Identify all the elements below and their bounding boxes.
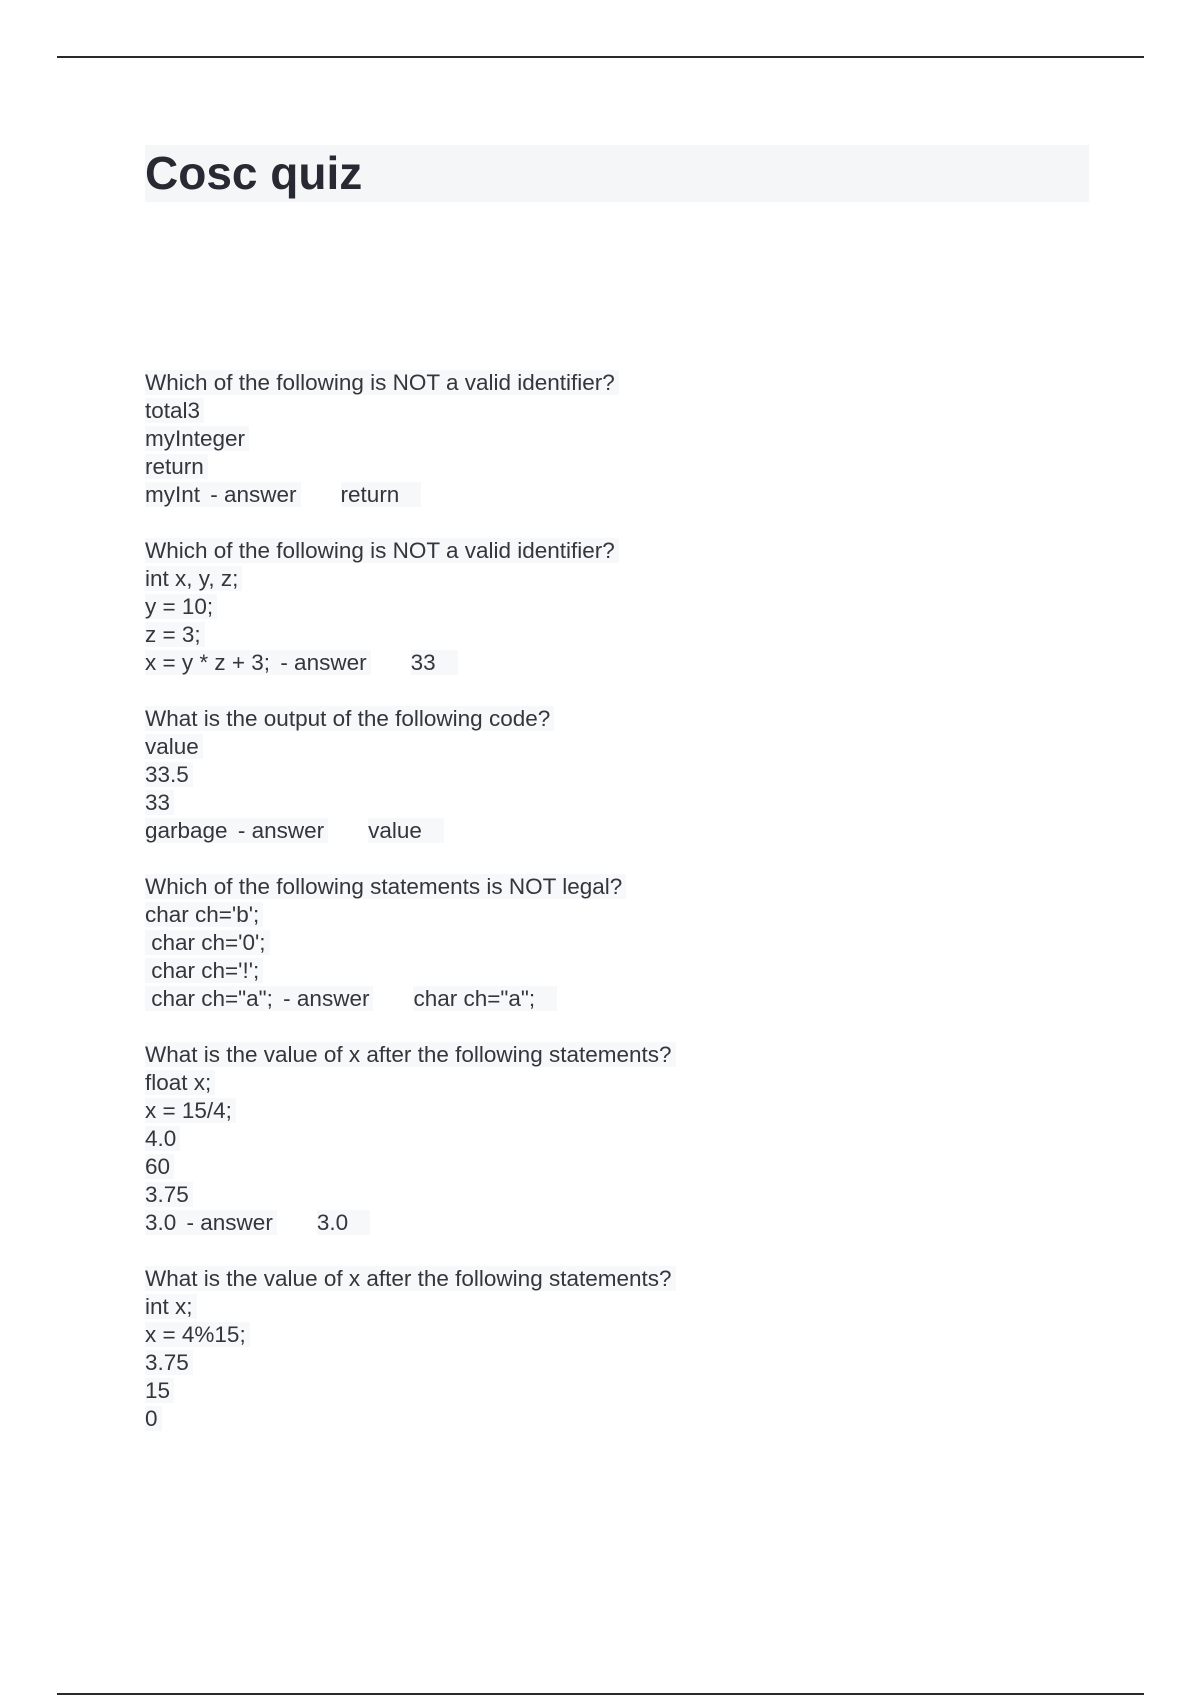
last-option: garbage [145, 818, 232, 843]
answer-value: 3.0 [317, 1210, 370, 1235]
answer-line [145, 1209, 1105, 1237]
question-option: char ch='!'; [145, 957, 1105, 985]
answer-marker: - answer [180, 1210, 277, 1235]
question-option: float x; [145, 1069, 1105, 1097]
question-option: char ch='b'; [145, 901, 1105, 929]
question-3 [145, 705, 1105, 845]
question-option: z = 3; [145, 621, 1105, 649]
answer-line [145, 985, 1105, 1013]
question-2 [145, 537, 1105, 677]
question-option: 33.5 [145, 761, 1105, 789]
question-option: return [145, 453, 1105, 481]
last-option: x = y * z + 3; [145, 650, 274, 675]
answer-line [145, 649, 1105, 677]
question-prompt: Which of the following is NOT a valid identifier? [145, 369, 1105, 397]
question-prompt: What is the value of x after the following statements? [145, 1041, 1105, 1069]
question-option: y = 10; [145, 593, 1105, 621]
question-option: 0 [145, 1405, 1105, 1433]
question-option: myInteger [145, 425, 1105, 453]
question-prompt: What is the value of x after the following statements? [145, 1265, 1105, 1293]
question-prompt: What is the output of the following code? [145, 705, 1105, 733]
question-option: total3 [145, 397, 1105, 425]
last-option: myInt [145, 482, 204, 507]
title-block [145, 145, 1089, 202]
last-option: char ch="a"; [145, 986, 277, 1011]
question-option: 33 [145, 789, 1105, 817]
question-6 [145, 1265, 1105, 1433]
answer-marker: - answer [232, 818, 329, 843]
question-option: int x; [145, 1293, 1105, 1321]
question-prompt: Which of the following is NOT a valid identifier? [145, 537, 1105, 565]
page-title: Cosc quiz [145, 147, 363, 199]
answer-line [145, 481, 1105, 509]
question-5 [145, 1041, 1105, 1237]
answer-line [145, 817, 1105, 845]
question-option: x = 4%15; [145, 1321, 1105, 1349]
answer-marker: - answer [274, 650, 371, 675]
answer-marker: - answer [204, 482, 301, 507]
question-list [145, 369, 1105, 1461]
question-option: 15 [145, 1377, 1105, 1405]
answer-marker: - answer [277, 986, 374, 1011]
question-option: 60 [145, 1153, 1105, 1181]
question-option: 4.0 [145, 1125, 1105, 1153]
answer-value: char ch="a"; [413, 986, 557, 1011]
question-1 [145, 369, 1105, 509]
question-option: 3.75 [145, 1181, 1105, 1209]
top-rule [57, 56, 1144, 58]
question-option: int x, y, z; [145, 565, 1105, 593]
question-4 [145, 873, 1105, 1013]
bottom-rule [57, 1693, 1144, 1695]
answer-value: value [368, 818, 444, 843]
answer-value: return [341, 482, 422, 507]
question-option: x = 15/4; [145, 1097, 1105, 1125]
question-option: 3.75 [145, 1349, 1105, 1377]
question-prompt: Which of the following statements is NOT legal? [145, 873, 1105, 901]
last-option: 3.0 [145, 1210, 180, 1235]
question-option: char ch='0'; [145, 929, 1105, 957]
answer-value: 33 [411, 650, 458, 675]
question-option: value [145, 733, 1105, 761]
